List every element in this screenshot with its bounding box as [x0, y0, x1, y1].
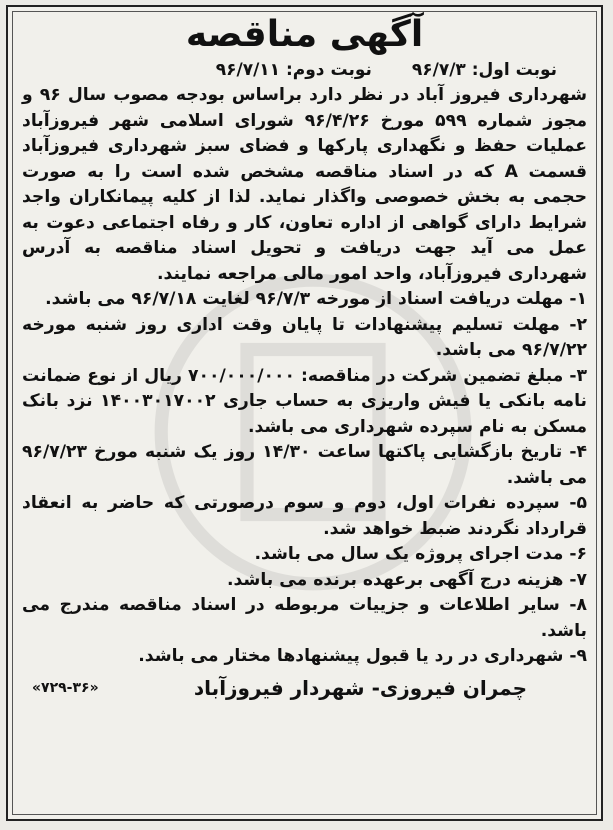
signature: چمران فیروزی- شهردار فیروزآباد [193, 675, 527, 700]
notice-title: آگهی مناقصه [185, 14, 424, 55]
list-item: ۵- سپرده نفرات اول، دوم و سوم درصورتی که حاضر به انعقاد قرارداد نگردند ضبط خواهد شد. [22, 493, 587, 539]
ad-code: «۷۲۹-۳۶» [32, 679, 99, 696]
notice-frame [6, 5, 603, 821]
list-item: ۶- مدت اجرای پروژه یک سال می باشد. [254, 544, 587, 564]
intro-paragraph: شهرداری فیروز آباد در نظر دارد براساس بودجه مصوب سال ۹۶ و مجوز شماره ۵۹۹ مورخ ۹۶/۴/۲۶ شورای اسلامی شهر فیروزآباد عملیات حفظ و نگهداری پارکها و فضای سبز شهرداری فیروزآباد قسمت A که در اسناد مناقصه مشخص شده است را به صورت حجمی به بخش خصوصی واگذار نماید. لذا از کلیه پیمانکاران واجد شرایط دارای گواهی از اداره تعاون، کار و رفاه اجتماعی دعوت به عمل می آید جهت دریافت و تحویل اسناد مناقصه به آدرس شهرداری فیروزآباد، واحد امور مالی مراجعه نمایند. [22, 85, 588, 284]
list-item: ۲- مهلت تسلیم پیشنهادات تا پایان وقت اداری روز شنبه مورخه ۹۶/۷/۲۲ می باشد. [22, 314, 587, 360]
first-turn: نوبت اول: ۹۶/۷/۳ [411, 60, 557, 80]
list-item: ۸- سایر اطلاعات و جزییات مربوطه در اسناد مناقصه مندرج می باشد. [22, 595, 587, 641]
signature-row [22, 676, 587, 700]
notice-content [22, 13, 587, 700]
publication-turns [22, 59, 587, 81]
list-item: ۱- مهلت دریافت اسناد از مورخه ۹۶/۷/۳ لغایت ۹۶/۷/۱۸ می باشد. [45, 289, 587, 309]
list-item: ۹- شهرداری در رد یا قبول پیشنهادها مختار می باشد. [138, 646, 587, 666]
list-item: ۴- تاریخ بازگشایی پاکتها ساعت ۱۴/۳۰ روز یک شنبه مورخ ۹۶/۷/۲۳ می باشد. [22, 442, 588, 488]
list-item: ۷- هزینه درج آگهی برعهده برنده می باشد. [226, 569, 587, 590]
second-turn: نوبت دوم: ۹۶/۷/۱۱ [215, 60, 372, 80]
list-item: ۳- مبلغ تضمین شرکت در مناقصه: ۷۰۰/۰۰۰/۰۰۰ ریال از نوع ضمانت نامه بانکی یا فیش واریزی به حساب جاری ۱۴۰۰۳۰۱۷۰۰۲ نزد بانک مسکن به نام سپرده شهرداری می باشد. [22, 365, 587, 437]
